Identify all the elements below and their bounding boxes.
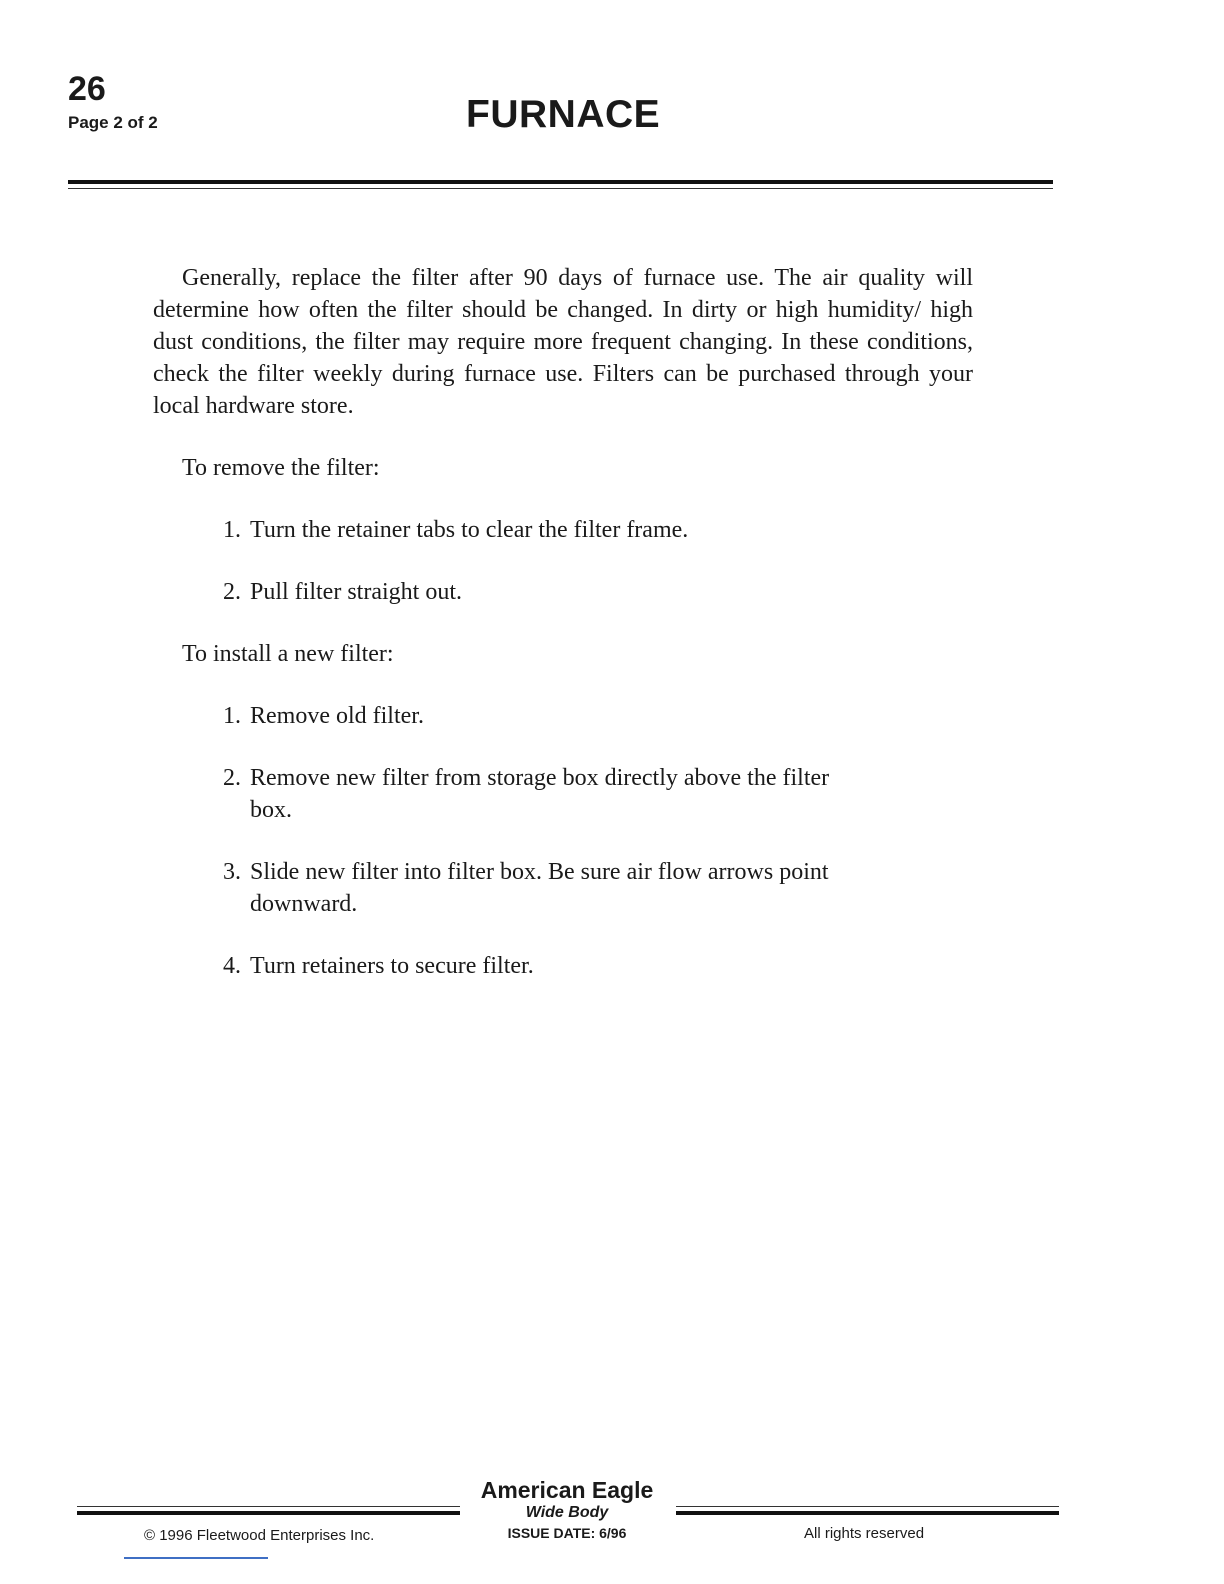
blue-underline-mark bbox=[124, 1557, 268, 1559]
brand-model: Wide Body bbox=[525, 1504, 609, 1521]
step-number: 2. bbox=[223, 765, 241, 791]
step-text: Turn retainers to secure filter. bbox=[250, 953, 534, 979]
install-step-3 bbox=[153, 856, 863, 920]
footer-rule-right-thin bbox=[676, 1506, 1059, 1507]
intro-paragraph: Generally, replace the filter after 90 days of furnace use. The air quality will determine how often the filter should be changed. In dirty or high humidity/ high dust conditions, the filter may require more frequent changing. In these conditions, check the filter weekly during furnace use. Filters can be purchased through your local hardware store. bbox=[153, 265, 973, 419]
remove-steps-list bbox=[153, 514, 973, 608]
step-number: 1. bbox=[223, 517, 241, 543]
footer-rule-left-thin bbox=[77, 1506, 460, 1507]
footer-brand-block bbox=[462, 1476, 672, 1544]
step-text: Remove old filter. bbox=[250, 703, 424, 729]
step-number: 2. bbox=[223, 579, 241, 605]
install-steps-list bbox=[153, 700, 973, 982]
remove-step-1 bbox=[153, 514, 863, 546]
issue-date: ISSUE DATE: 6/96 bbox=[507, 1525, 627, 1541]
step-number: 1. bbox=[223, 703, 241, 729]
header-rule-thick bbox=[68, 180, 1053, 184]
step-text: Slide new filter into filter box. Be sure air flow arrows point downward. bbox=[250, 859, 829, 917]
page-indicator: Page 2 of 2 bbox=[68, 113, 158, 132]
install-step-1 bbox=[153, 700, 863, 732]
document-body bbox=[153, 262, 973, 982]
footer-rule-right-thick bbox=[676, 1511, 1059, 1515]
step-number: 4. bbox=[223, 953, 241, 979]
rights-notice: All rights reserved bbox=[804, 1525, 925, 1542]
footer-rule-left-thick bbox=[77, 1511, 460, 1515]
page-title: FURNACE bbox=[466, 93, 661, 136]
step-text: Remove new filter from storage box directly above the filter box. bbox=[250, 765, 830, 823]
remove-filter-heading: To remove the filter: bbox=[182, 455, 380, 481]
step-number: 3. bbox=[223, 859, 241, 885]
brand-name: American Eagle bbox=[480, 1477, 654, 1503]
install-step-2 bbox=[153, 762, 863, 826]
install-filter-heading: To install a new filter: bbox=[182, 641, 394, 667]
install-step-4 bbox=[153, 950, 863, 982]
copyright-notice: © 1996 Fleetwood Enterprises Inc. bbox=[144, 1527, 375, 1544]
step-text: Pull filter straight out. bbox=[250, 579, 462, 605]
section-number: 26 bbox=[68, 70, 106, 108]
step-text: Turn the retainer tabs to clear the filter frame. bbox=[250, 517, 689, 543]
remove-step-2 bbox=[153, 576, 863, 608]
header-rule-thin bbox=[68, 188, 1053, 189]
